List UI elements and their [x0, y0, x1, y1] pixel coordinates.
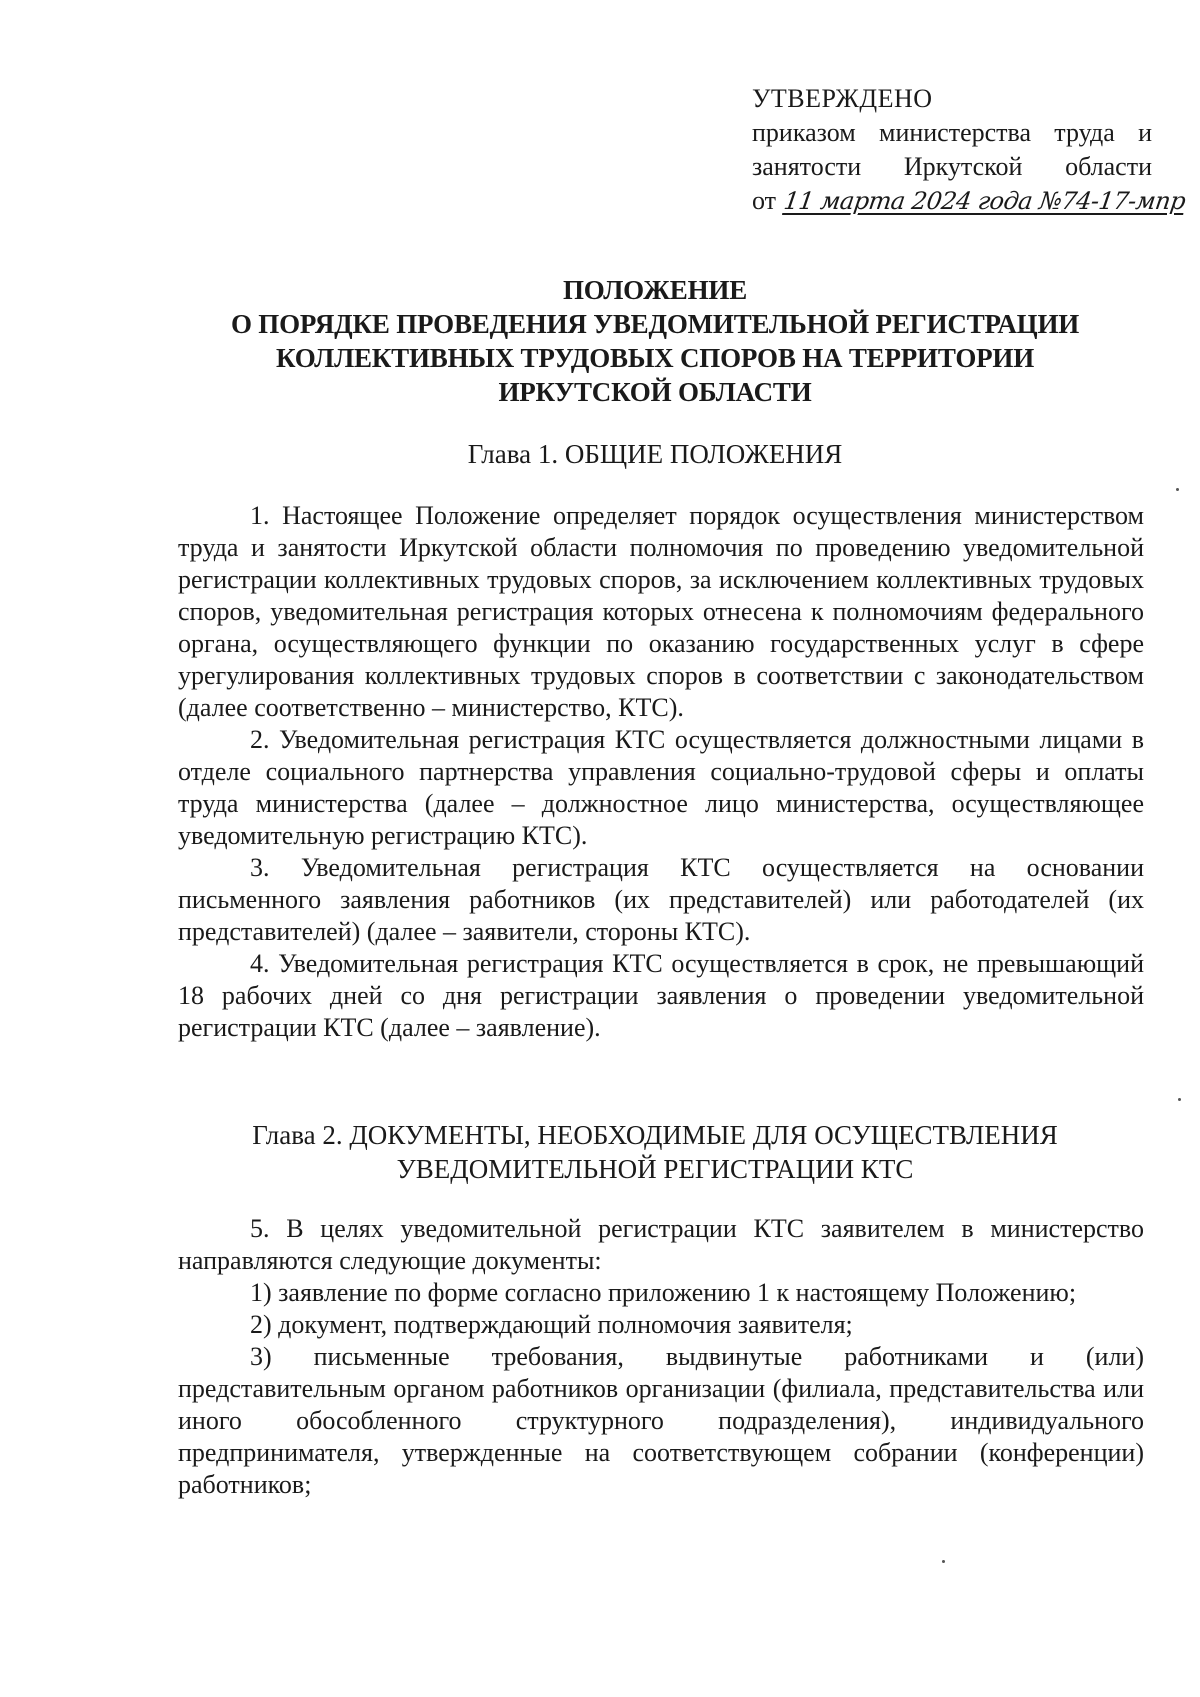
- title-line-2: О ПОРЯДКЕ ПРОВЕДЕНИЯ УВЕДОМИТЕЛЬНОЙ РЕГИСТРАЦИИ: [230, 309, 1080, 339]
- approval-line-1: приказом министерства труда и: [752, 118, 1152, 147]
- approval-from-prefix: от: [752, 186, 777, 215]
- paragraph-5: 5. В целях уведомительной регистрации КТС заявителем в министерство направляются следующие документы:: [178, 1214, 1144, 1275]
- scan-speck: [1178, 1098, 1181, 1101]
- chapter-2-body: [178, 1213, 1144, 1501]
- title-line-4: ИРКУТСКОЙ ОБЛАСТИ: [498, 377, 812, 407]
- chapter-2-heading-line-2: УВЕДОМИТЕЛЬНОЙ РЕГИСТРАЦИИ КТС: [396, 1154, 914, 1184]
- chapter-2-heading-line-1: Глава 2. ДОКУМЕНТЫ, НЕОБХОДИМЫЕ ДЛЯ ОСУЩЕСТВЛЕНИЯ: [252, 1120, 1058, 1150]
- scan-speck: [1176, 488, 1179, 491]
- list-item-1: 1) заявление по форме согласно приложению 1 к настоящему Положению;: [250, 1278, 1077, 1307]
- paragraph-1: 1. Настоящее Положение определяет порядок осуществления министерством труда и занятости Иркутской области полномочия по проведению уведомительной регистрации коллективных трудовых споров, за исключением коллективных трудовых споров, уведомительная регистрация которых отнесена к полномочиям федерального органа, осуществляющего функции по оказанию государственных услуг в сфере урегулирования коллективных трудовых споров в соответствии с законодательством (далее соответственно – министерство, КТС).: [178, 501, 1144, 722]
- chapter-2-heading: [160, 1118, 1150, 1186]
- document-title: [160, 273, 1150, 409]
- scan-speck: [942, 1560, 945, 1563]
- paragraph-4: 4. Уведомительная регистрация КТС осуществляется в срок, не превышающий 18 рабочих дней со дня регистрации заявления о проведении уведомительной регистрации КТС (далее – заявление).: [178, 949, 1144, 1042]
- chapter-1-heading: Глава 1. ОБЩИЕ ПОЛОЖЕНИЯ: [467, 439, 843, 469]
- title-line-3: КОЛЛЕКТИВНЫХ ТРУДОВЫХ СПОРОВ НА ТЕРРИТОРИИ: [275, 343, 1035, 373]
- paragraph-3: 3. Уведомительная регистрация КТС осуществляется на основании письменного заявления работников (их представителей) или работодателей (их представителей) (далее – заявители, стороны КТС).: [178, 853, 1144, 946]
- approval-heading: УТВЕРЖДЕНО: [752, 84, 933, 113]
- approval-line-2: занятости Иркутской области: [752, 152, 1152, 181]
- approval-block: [752, 82, 1188, 218]
- handwritten-order-date-number: 11 марта 2024 года №74-17-мпр: [782, 187, 1188, 215]
- chapter-1-body: [178, 500, 1144, 1044]
- title-line-1: ПОЛОЖЕНИЕ: [562, 275, 748, 305]
- paragraph-2: 2. Уведомительная регистрация КТС осуществляется должностными лицами в отделе социального партнерства управления социально-трудовой сферы и оплаты труда министерства (далее – должностное лицо министерства, осуществляющее уведомительную регистрацию КТС).: [178, 725, 1144, 850]
- list-item-3: 3) письменные требования, выдвинутые работниками и (или) представительным органом работников организации (филиала, представительства или иного обособленного структурного подразделения), индивидуального предпринимателя, утвержденные на соответствующем собрании (конференции) работников;: [178, 1342, 1144, 1499]
- approval-order-line: [752, 184, 1188, 218]
- list-item-2: 2) документ, подтверждающий полномочия заявителя;: [250, 1310, 853, 1339]
